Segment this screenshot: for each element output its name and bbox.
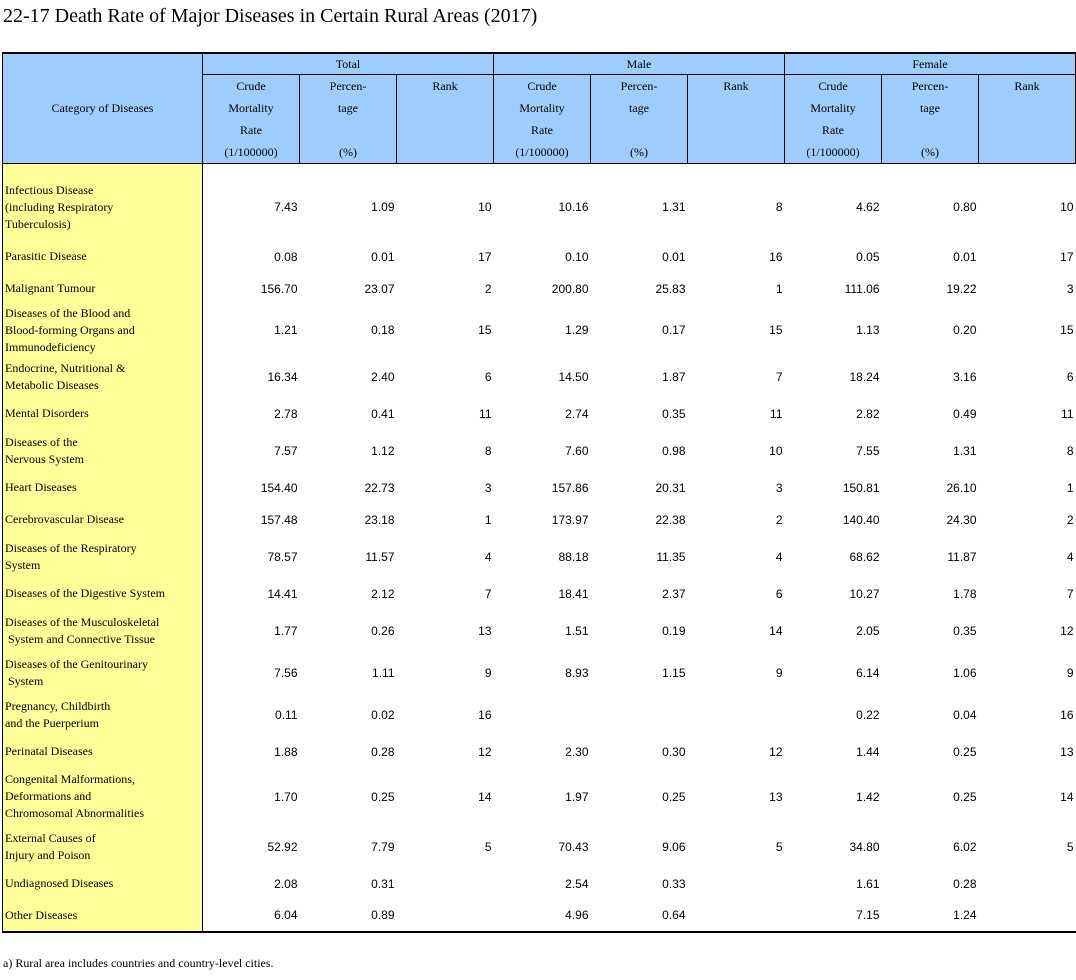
disease-category bbox=[3, 273, 203, 305]
crude-rate-cell: 156.70 bbox=[260, 281, 298, 296]
percentage-cell bbox=[591, 694, 688, 736]
percentage-cell: 1.12 bbox=[371, 443, 395, 458]
rank-cell: 5 bbox=[1066, 839, 1074, 854]
percentage-cell: 1.09 bbox=[371, 200, 395, 215]
percentage-cell: 0.19 bbox=[662, 623, 686, 638]
table-row bbox=[3, 164, 1076, 241]
category-line: Diseases of the Genitourinary bbox=[5, 656, 148, 671]
rank-cell bbox=[397, 900, 494, 932]
rank-cell bbox=[688, 868, 785, 900]
percentage-cell: 0.64 bbox=[591, 900, 688, 932]
crude-rate-cell: 0.08 bbox=[274, 249, 298, 264]
crude-rate-cell: 7.55 bbox=[856, 443, 880, 458]
crude-rate-cell: 10.16 bbox=[558, 200, 589, 215]
header-line bbox=[591, 119, 687, 141]
category-line: Diseases of the Digestive System bbox=[5, 586, 165, 600]
percentage-cell: 0.31 bbox=[371, 876, 395, 891]
category-line: Congenital Malformations, bbox=[5, 772, 135, 786]
crude-rate-cell: 78.57 bbox=[267, 549, 298, 564]
disease-category bbox=[3, 164, 203, 241]
rank-cell: 3 bbox=[1066, 281, 1074, 296]
percentage-cell: 19.22 bbox=[946, 281, 977, 296]
crude-rate-cell: 6.14 bbox=[856, 665, 880, 680]
category-line: Immunodeficiency bbox=[5, 339, 96, 354]
crude-rate-cell: 52.92 bbox=[267, 839, 298, 854]
percentage-cell: 24.30 bbox=[946, 512, 977, 527]
percentage-cell: 0.20 bbox=[953, 323, 977, 337]
header-line: Mortality bbox=[810, 101, 856, 115]
rank-cell: 13 bbox=[769, 789, 783, 804]
crude-rate-cell: 2.05 bbox=[856, 623, 880, 638]
percentage-cell: 0.35 bbox=[662, 406, 686, 421]
disease-category bbox=[3, 900, 203, 932]
crude-rate-cell: 2.54 bbox=[565, 876, 589, 891]
percentage-cell: 0.80 bbox=[953, 200, 977, 215]
percentage-cell: 23.18 bbox=[364, 512, 395, 527]
percentage-cell: 0.01 bbox=[953, 249, 977, 264]
crude-rate-cell: 1.61 bbox=[856, 876, 880, 891]
rank-cell bbox=[688, 694, 785, 736]
percentage-cell: 0.25 bbox=[953, 744, 977, 759]
rank-cell bbox=[979, 900, 1076, 932]
disease-category bbox=[3, 578, 203, 610]
crude-rate-cell: 1.13 bbox=[856, 323, 880, 337]
percentage-cell: 11.87 bbox=[947, 549, 977, 564]
table-row bbox=[3, 652, 1076, 694]
disease-category bbox=[3, 398, 203, 430]
crude-rate-cell: 0.11 bbox=[275, 707, 298, 722]
crude-rate-cell: 1.77 bbox=[274, 623, 298, 638]
crude-rate-cell: 14.41 bbox=[267, 586, 298, 601]
crude-rate-cell: 0.22 bbox=[856, 707, 880, 722]
crude-rate-cell: 154.40 bbox=[260, 480, 298, 495]
percentage-cell: 0.28 bbox=[953, 876, 977, 891]
table-row bbox=[3, 536, 1076, 578]
rank-cell: 14 bbox=[478, 789, 492, 804]
rank-cell: 6 bbox=[484, 369, 492, 384]
category-line: Pregnancy, Childbirth bbox=[5, 698, 111, 713]
table-row bbox=[3, 472, 1076, 504]
percentage-cell: 2.37 bbox=[662, 586, 686, 601]
header-line: Rank bbox=[723, 79, 749, 93]
rank-cell: 9 bbox=[775, 665, 783, 680]
header-line: Percen- bbox=[911, 79, 949, 93]
category-line: Blood-forming Organs and bbox=[5, 322, 135, 337]
category-line: Cerebrovascular Disease bbox=[5, 512, 124, 526]
crude-rate-cell: 7.57 bbox=[274, 443, 298, 458]
rank-cell: 4 bbox=[484, 549, 492, 564]
percentage-cell: 0.35 bbox=[953, 623, 977, 638]
death-rate-table bbox=[2, 52, 1076, 933]
percentage-cell: 0.30 bbox=[662, 744, 686, 759]
header-line: Percen- bbox=[329, 79, 367, 93]
percentage-cell: 0.18 bbox=[371, 323, 395, 337]
table-row bbox=[3, 768, 1076, 826]
header-line: Crude bbox=[236, 79, 266, 93]
category-line: Diseases of the Musculoskeletal bbox=[5, 614, 160, 629]
crude-rate-cell: 68.62 bbox=[849, 549, 880, 564]
percentage-cell: 1.24 bbox=[882, 900, 979, 932]
header-percentage-total bbox=[300, 75, 397, 164]
rank-cell: 15 bbox=[478, 323, 492, 337]
crude-rate-cell: 14.50 bbox=[558, 369, 589, 384]
rank-cell: 9 bbox=[484, 665, 492, 680]
header-line: (%) bbox=[339, 145, 357, 159]
rank-cell: 2 bbox=[775, 512, 783, 527]
table-row bbox=[3, 736, 1076, 768]
rank-cell bbox=[397, 868, 494, 900]
percentage-cell: 22.73 bbox=[364, 480, 395, 495]
crude-rate-cell: 88.18 bbox=[558, 549, 589, 564]
percentage-cell: 0.17 bbox=[662, 323, 686, 337]
header-line: (1/100000) bbox=[806, 145, 860, 159]
rank-cell: 16 bbox=[1060, 707, 1074, 722]
header-line: Crude bbox=[527, 79, 557, 93]
header-line: Rate bbox=[240, 123, 262, 137]
crude-rate-cell: 7.60 bbox=[565, 443, 589, 458]
percentage-cell: 2.40 bbox=[371, 369, 395, 384]
rank-cell: 16 bbox=[478, 707, 492, 722]
rank-cell: 10 bbox=[1060, 200, 1074, 215]
rank-cell: 14 bbox=[769, 623, 783, 638]
crude-rate-cell: 1.44 bbox=[856, 744, 880, 759]
header-line: Percen- bbox=[620, 79, 658, 93]
category-line: Perinatal Diseases bbox=[5, 744, 93, 758]
rank-cell: 2 bbox=[484, 281, 492, 296]
header-line: Mortality bbox=[519, 101, 565, 115]
rank-cell: 7 bbox=[1066, 586, 1074, 601]
header-percentage-female bbox=[882, 75, 979, 164]
header-crude-mortality-rate-male bbox=[494, 75, 591, 164]
disease-category bbox=[3, 504, 203, 536]
crude-rate-cell: 2.30 bbox=[565, 744, 589, 759]
header-line: Crude bbox=[818, 79, 848, 93]
crude-rate-cell: 2.74 bbox=[565, 406, 589, 421]
crude-rate-cell: 150.81 bbox=[842, 480, 880, 495]
header-rank-male bbox=[688, 75, 785, 164]
rank-cell: 10 bbox=[478, 200, 492, 215]
header-line: Rank bbox=[1014, 79, 1040, 93]
crude-rate-cell: 10.27 bbox=[849, 586, 880, 601]
crude-rate-cell: 2.08 bbox=[274, 876, 298, 891]
header-line: (1/100000) bbox=[515, 145, 569, 159]
table-row bbox=[3, 610, 1076, 652]
rank-cell: 11 bbox=[770, 406, 783, 421]
crude-rate-cell: 4.96 bbox=[494, 900, 591, 932]
percentage-cell: 0.25 bbox=[953, 789, 977, 804]
category-line: System and Connective Tissue bbox=[5, 631, 156, 646]
header-line bbox=[882, 119, 978, 141]
percentage-cell: 9.06 bbox=[662, 839, 686, 854]
crude-rate-cell: 8.93 bbox=[565, 665, 589, 680]
rank-cell: 3 bbox=[484, 480, 492, 495]
category-line: Diseases of the bbox=[5, 434, 78, 449]
header-group-female: Female bbox=[785, 53, 1076, 75]
category-line: Parasitic Disease bbox=[5, 249, 87, 263]
rank-cell: 1 bbox=[775, 281, 783, 296]
crude-rate-cell: 1.29 bbox=[565, 323, 589, 337]
table-row bbox=[3, 826, 1076, 868]
header-rank-total bbox=[397, 75, 494, 164]
crude-rate-cell: 1.21 bbox=[274, 323, 298, 337]
percentage-cell: 1.78 bbox=[953, 586, 977, 601]
percentage-cell: 23.07 bbox=[364, 281, 395, 296]
category-line: Heart Diseases bbox=[5, 480, 77, 494]
rank-cell: 8 bbox=[775, 200, 783, 215]
crude-rate-cell: 7.15 bbox=[785, 900, 882, 932]
percentage-cell: 0.98 bbox=[662, 443, 686, 458]
category-line: (including Respiratory bbox=[5, 199, 114, 214]
rank-cell: 2 bbox=[1066, 512, 1074, 527]
header-rank-female bbox=[979, 75, 1076, 164]
rank-cell: 17 bbox=[478, 249, 492, 264]
category-line: Injury and Poison bbox=[5, 847, 91, 862]
header-line: tage bbox=[338, 101, 358, 115]
rank-cell: 12 bbox=[478, 744, 492, 759]
rank-cell: 9 bbox=[1066, 665, 1074, 680]
disease-category bbox=[3, 826, 203, 868]
percentage-cell: 0.26 bbox=[371, 623, 395, 638]
header-crude-mortality-rate-female bbox=[785, 75, 882, 164]
disease-category bbox=[3, 768, 203, 826]
crude-rate-cell: 4.62 bbox=[856, 200, 880, 215]
percentage-cell: 1.87 bbox=[662, 369, 686, 384]
header-category: Category of Diseases bbox=[3, 53, 203, 164]
percentage-cell: 0.28 bbox=[371, 744, 395, 759]
rank-cell: 8 bbox=[484, 443, 492, 458]
rank-cell: 15 bbox=[1060, 323, 1074, 337]
rank-cell: 17 bbox=[1060, 249, 1074, 264]
header-line: Rank bbox=[432, 79, 458, 93]
category-line: Other Diseases bbox=[5, 907, 78, 922]
rank-cell: 4 bbox=[775, 549, 783, 564]
category-line: Deformations and bbox=[5, 789, 92, 803]
percentage-cell: 25.83 bbox=[655, 281, 686, 296]
header-percentage-male bbox=[591, 75, 688, 164]
percentage-cell: 0.33 bbox=[662, 876, 686, 891]
header-line: Rate bbox=[822, 123, 845, 137]
crude-rate-cell: 34.80 bbox=[849, 839, 880, 854]
crude-rate-cell: 1.88 bbox=[274, 744, 298, 759]
rank-cell: 13 bbox=[1060, 744, 1074, 759]
crude-rate-cell: 2.82 bbox=[856, 406, 880, 421]
crude-rate-cell: 1.97 bbox=[565, 789, 589, 804]
percentage-cell: 11.57 bbox=[365, 549, 395, 564]
table-row bbox=[3, 241, 1076, 273]
percentage-cell: 0.25 bbox=[371, 789, 395, 804]
crude-rate-cell: 0.05 bbox=[856, 249, 880, 264]
percentage-cell: 7.79 bbox=[371, 839, 395, 854]
rank-cell: 7 bbox=[484, 586, 492, 601]
crude-rate-cell: 18.41 bbox=[558, 586, 589, 601]
disease-category bbox=[3, 868, 203, 900]
percentage-cell: 0.89 bbox=[300, 900, 397, 932]
percentage-cell: 0.01 bbox=[371, 249, 395, 264]
crude-rate-cell: 1.42 bbox=[856, 789, 880, 804]
table-row bbox=[3, 900, 1076, 932]
disease-category bbox=[3, 305, 203, 356]
category-line: Metabolic Diseases bbox=[5, 377, 99, 392]
disease-category bbox=[3, 472, 203, 504]
category-line: System bbox=[5, 673, 44, 688]
rank-cell: 15 bbox=[769, 323, 783, 337]
percentage-cell: 3.16 bbox=[953, 369, 977, 384]
category-line: Mental Disorders bbox=[5, 406, 89, 420]
percentage-cell: 2.12 bbox=[371, 586, 395, 601]
rank-cell bbox=[979, 868, 1076, 900]
category-line: Diseases of the Respiratory bbox=[5, 540, 137, 555]
crude-rate-cell: 1.70 bbox=[274, 789, 298, 804]
header-line: tage bbox=[629, 101, 649, 115]
category-line: Chromosomal Abnormalities bbox=[5, 806, 144, 820]
crude-rate-cell: 157.48 bbox=[260, 512, 298, 527]
rank-cell: 6 bbox=[1066, 369, 1074, 384]
rank-cell bbox=[688, 900, 785, 932]
percentage-cell: 1.31 bbox=[953, 443, 977, 458]
percentage-cell: 0.02 bbox=[371, 707, 395, 722]
crude-rate-cell: 6.04 bbox=[203, 900, 300, 932]
category-line: Endocrine, Nutritional & bbox=[5, 360, 126, 375]
rank-cell: 4 bbox=[1066, 549, 1074, 564]
percentage-cell: 0.01 bbox=[662, 249, 686, 264]
crude-rate-cell: 140.40 bbox=[842, 512, 880, 527]
footnote: a) Rural area includes countries and country-level cities. bbox=[3, 956, 274, 970]
table-row bbox=[3, 273, 1076, 305]
header-line: (1/100000) bbox=[224, 145, 278, 159]
crude-rate-cell: 7.56 bbox=[274, 665, 298, 680]
crude-rate-cell bbox=[494, 694, 591, 736]
crude-rate-cell: 70.43 bbox=[558, 839, 589, 854]
percentage-cell: 1.15 bbox=[662, 665, 686, 680]
category-line: Tuberculosis) bbox=[5, 216, 71, 231]
disease-category bbox=[3, 241, 203, 273]
crude-rate-cell: 0.10 bbox=[565, 249, 589, 264]
percentage-cell: 1.06 bbox=[953, 665, 977, 680]
crude-rate-cell: 18.24 bbox=[849, 369, 880, 384]
category-line: Nervous System bbox=[5, 451, 84, 466]
rank-cell: 10 bbox=[769, 443, 783, 458]
header-line: Rate bbox=[531, 123, 553, 137]
crude-rate-cell: 111.06 bbox=[844, 281, 880, 296]
crude-rate-cell: 2.78 bbox=[274, 406, 298, 421]
category-line: and the Puerperium bbox=[5, 715, 99, 730]
rank-cell: 11 bbox=[1061, 406, 1074, 421]
rank-cell: 12 bbox=[769, 744, 783, 759]
table-row bbox=[3, 868, 1076, 900]
disease-category bbox=[3, 430, 203, 472]
percentage-cell: 0.25 bbox=[662, 789, 686, 804]
disease-category bbox=[3, 694, 203, 736]
percentage-cell: 1.31 bbox=[662, 200, 686, 215]
rank-cell: 3 bbox=[775, 480, 783, 495]
category-line: External Causes of bbox=[5, 830, 96, 845]
percentage-cell: 0.49 bbox=[953, 406, 977, 421]
table-row bbox=[3, 504, 1076, 536]
crude-rate-cell: 200.80 bbox=[551, 281, 589, 296]
table-row bbox=[3, 578, 1076, 610]
rank-cell: 11 bbox=[479, 406, 492, 421]
table-row bbox=[3, 430, 1076, 472]
header-line bbox=[300, 119, 396, 141]
rank-cell: 5 bbox=[775, 839, 783, 854]
rank-cell: 16 bbox=[769, 249, 783, 264]
rank-cell: 13 bbox=[478, 623, 492, 638]
percentage-cell: 11.35 bbox=[656, 549, 686, 564]
rank-cell: 6 bbox=[775, 586, 783, 601]
table-row bbox=[3, 694, 1076, 736]
category-line: Infectious Disease bbox=[5, 182, 94, 197]
rank-cell: 5 bbox=[484, 839, 492, 854]
header-crude-mortality-rate-total bbox=[203, 75, 300, 164]
percentage-cell: 1.11 bbox=[372, 665, 395, 680]
crude-rate-cell: 1.51 bbox=[565, 623, 589, 638]
crude-rate-cell: 173.97 bbox=[551, 512, 589, 527]
percentage-cell: 0.41 bbox=[371, 406, 395, 421]
crude-rate-cell: 7.43 bbox=[274, 200, 298, 215]
table-body bbox=[3, 164, 1076, 932]
category-line: Diseases of the Blood and bbox=[5, 305, 131, 320]
category-line: Undiagnosed Diseases bbox=[5, 876, 114, 890]
header-group-total: Total bbox=[203, 53, 494, 75]
page-title: 22-17 Death Rate of Major Diseases in Certain Rural Areas (2017) bbox=[3, 5, 538, 27]
table-row bbox=[3, 398, 1076, 430]
header-line: (%) bbox=[921, 145, 940, 159]
percentage-cell: 20.31 bbox=[655, 480, 686, 495]
rank-cell: 1 bbox=[1066, 480, 1074, 495]
percentage-cell: 22.38 bbox=[655, 512, 686, 527]
table-row bbox=[3, 356, 1076, 398]
percentage-cell: 6.02 bbox=[953, 839, 977, 854]
header-line: (%) bbox=[630, 145, 648, 159]
header-line: Mortality bbox=[228, 101, 274, 115]
rank-cell: 7 bbox=[775, 369, 783, 384]
disease-category bbox=[3, 736, 203, 768]
disease-category bbox=[3, 652, 203, 694]
percentage-cell: 0.04 bbox=[953, 707, 977, 722]
rank-cell: 8 bbox=[1066, 443, 1074, 458]
rank-cell: 12 bbox=[1060, 623, 1074, 638]
table-row bbox=[3, 305, 1076, 356]
rank-cell: 14 bbox=[1060, 789, 1074, 804]
header-line: tage bbox=[920, 101, 941, 115]
header-group-male: Male bbox=[494, 53, 785, 75]
crude-rate-cell: 16.34 bbox=[267, 369, 298, 384]
disease-category bbox=[3, 356, 203, 398]
category-line: Malignant Tumour bbox=[5, 281, 96, 295]
disease-category bbox=[3, 536, 203, 578]
percentage-cell: 26.10 bbox=[946, 480, 977, 495]
crude-rate-cell: 157.86 bbox=[551, 480, 589, 495]
category-line: System bbox=[5, 557, 41, 572]
rank-cell: 1 bbox=[484, 512, 492, 527]
disease-category bbox=[3, 610, 203, 652]
